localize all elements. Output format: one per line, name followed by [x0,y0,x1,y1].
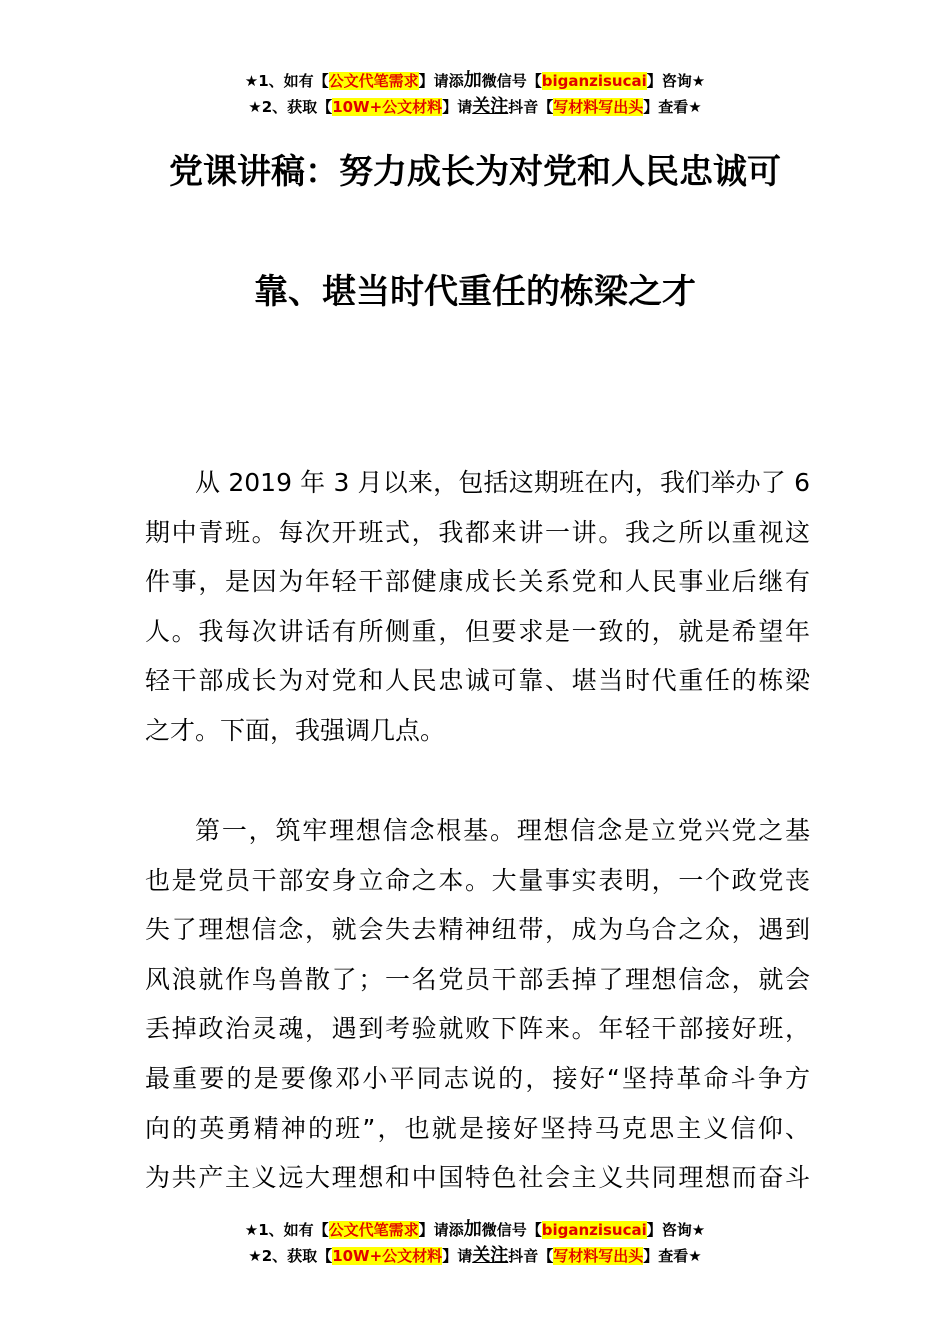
promo-line-2: ★2、获取【10W+公文材料】请关注抖音【写材料写出头】查看★ [248,96,702,117]
text-line: 第一，筑牢理想信念根基。理想信念是立党兴党之基 [195,816,810,845]
text-line: 最重要的是要像邓小平同志说的，接好“坚持革命斗争方 [145,1063,810,1093]
promo-line-1: ★1、如有【公文代笔需求】请添加微信号【biganzisucai】咨询★ [244,1219,706,1240]
text-line: 轻干部成长为对党和人民忠诚可靠、堪当时代重任的栋梁 [145,666,810,696]
text-line: 为共产主义远大理想和中国特色社会主义共同理想而奋斗 [145,1163,810,1193]
header-promo-banner [0,68,950,120]
text-line: 之才。下面，我强调几点。 [145,715,446,745]
text-line: 丢掉政治灵魂，遇到考验就败下阵来。年轻干部接好班， [145,1014,810,1044]
promo-highlight-wechat-id: biganzisucai [541,1221,647,1239]
text-line: 风浪就作鸟兽散了；一名党员干部丢掉了理想信念，就会 [145,964,810,994]
text-line: 失了理想信念，就会失去精神纽带，成为乌合之众，遇到 [145,915,810,945]
text-line: 人。我每次讲话有所侧重，但要求是一致的，就是希望年 [145,616,810,646]
promo-highlight-douyin: 写材料写出头 [553,1247,644,1265]
text-line: 也是党员干部安身立命之本。大量事实表明，一个政党丧 [145,865,810,895]
text-line: 期中青班。每次开班式，我都来讲一讲。我之所以重视这 [145,517,810,547]
text-line: 向的英勇精神的班”，也就是接好坚持马克思主义信仰、 [145,1113,810,1143]
promo-line-1: ★1、如有【公文代笔需求】请添加微信号【biganzisucai】咨询★ [244,70,706,91]
promo-highlight-wechat-id: biganzisucai [541,72,647,90]
text-line: 件事，是因为年轻干部健康成长关系党和人民事业后继有 [145,567,810,597]
promo-line-2: ★2、获取【10W+公文材料】请关注抖音【写材料写出头】查看★ [248,1245,702,1266]
promo-highlight-ghostwriting: 公文代笔需求 [328,1221,419,1239]
promo-highlight-materials: 10W+公文材料 [332,1247,443,1265]
text-line: 从 2019 年 3 月以来，包括这期班在内，我们举办了 6 [195,468,810,497]
footer-promo-banner [0,1217,950,1269]
paragraph-point-one [145,806,810,1203]
paragraph-intro [145,458,810,756]
document-title-line-1: 党课讲稿：努力成长为对党和人民忠诚可 [169,152,781,192]
promo-highlight-ghostwriting: 公文代笔需求 [328,72,419,90]
promo-highlight-materials: 10W+公文材料 [332,98,443,116]
promo-highlight-douyin: 写材料写出头 [553,98,644,116]
document-title-line-2: 靠、堪当时代重任的栋梁之才 [254,272,696,312]
